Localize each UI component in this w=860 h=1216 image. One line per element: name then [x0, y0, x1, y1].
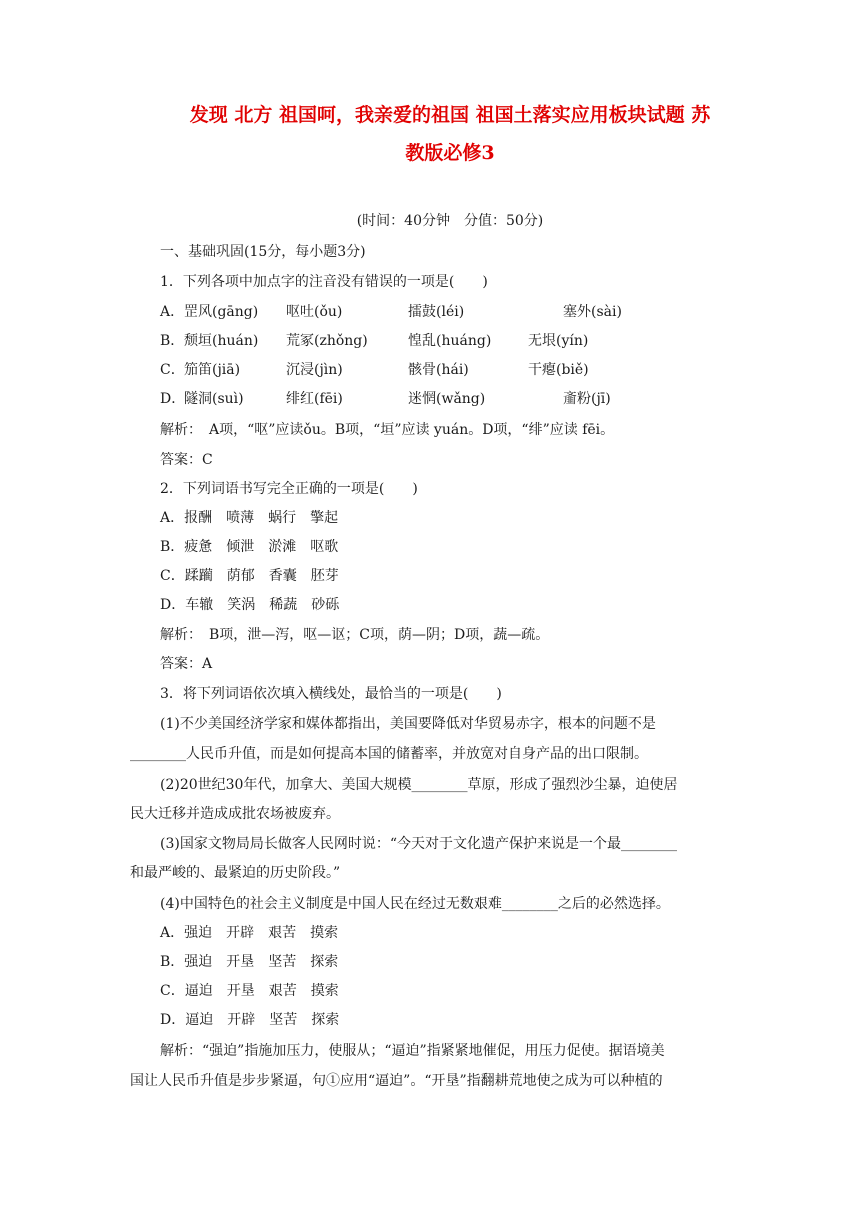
option-word: 颓垣(huán)	[184, 333, 259, 349]
question-3-analysis: 解析：“强迫”指施加压力，使服从；“逼迫”指紧紧地催促，用压力促使。据语境美	[160, 1043, 665, 1059]
document-title-line-2: 教版必修3	[405, 142, 495, 164]
option-letter: D．	[160, 391, 186, 407]
option-word: 绯红(fēi)	[286, 391, 343, 407]
question-1-option-d	[160, 389, 611, 409]
question-2-option-a: A．报酬 喷薄 蜗行 擎起	[160, 510, 339, 526]
question-3-sentence-3: (3)国家文物局局长做客人民网时说：“今天对于文化遗产保护来说是一个最________	[160, 836, 677, 852]
question-2-stem: 2．下列词语书写完全正确的一项是( )	[160, 481, 418, 497]
section-heading: 一、基础巩固(15分，每小题3分)	[160, 244, 366, 260]
question-3-analysis-cont: 国让人民币升值是步步紧逼，句①应用“逼迫”。“开垦”指翻耕荒地使之成为可以种植的	[130, 1073, 663, 1089]
option-letter: A．	[160, 304, 185, 320]
question-2-option-d: D．车辙 笑涡 稀蔬 砂砾	[160, 597, 340, 613]
option-letter: B．	[160, 333, 185, 349]
question-3-option-c: C．逼迫 开垦 艰苦 摸索	[160, 983, 339, 999]
question-1-option-b	[160, 331, 588, 351]
question-1-answer: 答案：C	[160, 452, 213, 468]
question-2-answer: 答案：A	[160, 656, 213, 672]
option-word: 骸骨(hái)	[408, 362, 469, 378]
question-1-option-a	[160, 302, 622, 322]
option-word: 沉浸(jìn)	[286, 362, 343, 378]
question-2-analysis: 解析： B项，泄—泻，呕—讴；C项，荫—阴；D项，蔬—疏。	[160, 627, 550, 643]
question-2-option-b: B．疲惫 倾泄 淤滩 呕歌	[160, 539, 339, 555]
question-3-sentence-1: (1)不少美国经济学家和媒体都指出，美国要降低对华贸易赤字，根本的问题不是	[160, 716, 656, 732]
option-word: 笳笛(jiā)	[184, 362, 241, 378]
question-3-sentence-3-cont: 和最严峻的、最紧迫的历史阶段。”	[130, 865, 341, 881]
question-3-sentence-1-cont: ________人民币升值，而是如何提高本国的储蓄率，并放宽对自身产品的出口限制。	[130, 746, 648, 762]
question-1-analysis: 解析： A项，“呕”应读ǒu。B项，“垣”应读 yuán。D项，“绯”应读 fēi。	[160, 422, 615, 438]
option-word: 迷惘(wǎng)	[408, 391, 486, 407]
option-word: 隧洞(suì)	[184, 391, 244, 407]
option-word: 呕吐(ǒu)	[286, 304, 343, 320]
option-word: 擂鼓(léi)	[408, 304, 465, 320]
question-3-stem: 3．将下列词语依次填入横线处，最恰当的一项是( )	[160, 686, 502, 702]
option-letter: C．	[160, 362, 185, 378]
time-score-info: (时间：40分钟 分值：50分)	[356, 213, 544, 229]
question-3-sentence-2: (2)20世纪30年代，加拿大、美国大规模________草原，形成了强烈沙尘暴，迫使居	[160, 777, 678, 793]
option-word: 惶乱(huáng)	[408, 333, 492, 349]
question-2-option-c: C．蹂躏 荫郁 香囊 胚芽	[160, 568, 339, 584]
option-word: 齑粉(jī)	[563, 391, 611, 407]
question-3-option-a: A．强迫 开辟 艰苦 摸索	[160, 925, 339, 941]
document-title-line-1: 发现 北方 祖国呵，我亲爱的祖国 祖国土落实应用板块试题 苏	[189, 104, 711, 126]
question-3-sentence-4: (4)中国特色的社会主义制度是中国人民在经过无数艰难________之后的必然选择。	[160, 896, 670, 912]
option-word: 无垠(yín)	[528, 333, 589, 349]
option-word: 罡风(gāng)	[184, 304, 259, 320]
question-1-option-c	[160, 360, 589, 380]
question-3-option-b: B．强迫 开垦 坚苦 探索	[160, 954, 339, 970]
option-word: 荒冢(zhǒng)	[286, 333, 368, 349]
question-3-option-d: D．逼迫 开辟 坚苦 探索	[160, 1012, 340, 1028]
option-word: 塞外(sài)	[563, 304, 622, 320]
option-word: 干瘪(biě)	[528, 362, 589, 378]
question-1-stem: 1．下列各项中加点字的注音没有错误的一项是( )	[160, 274, 488, 290]
question-3-sentence-2-cont: 民大迁移并造成成批农场被废弃。	[130, 806, 340, 822]
